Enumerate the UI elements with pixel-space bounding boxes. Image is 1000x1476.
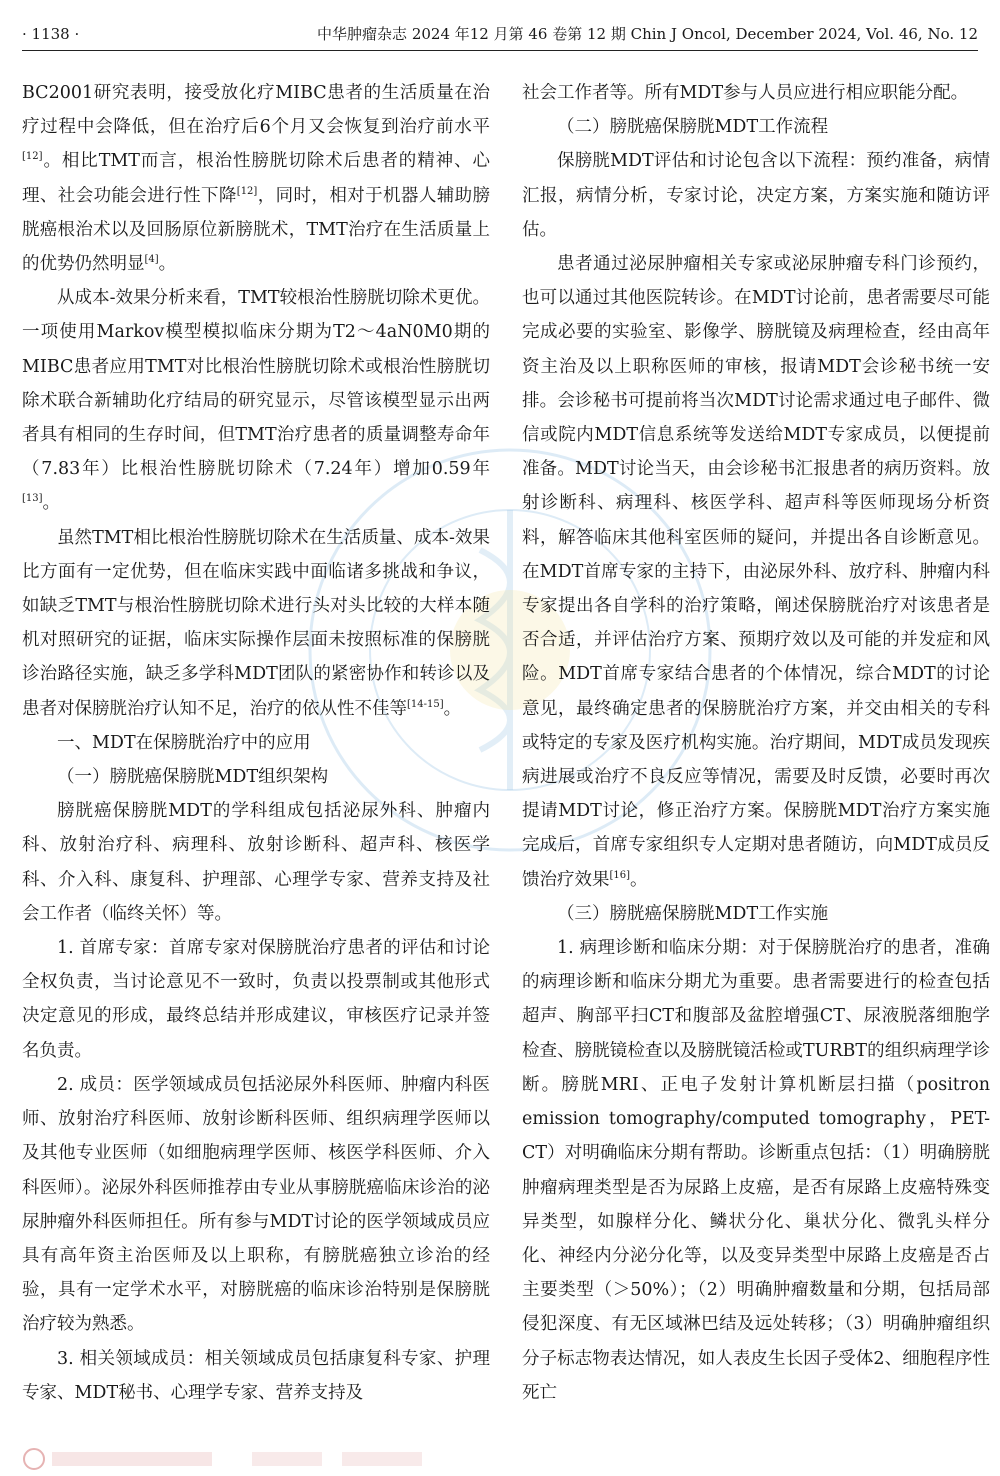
left-column [22, 76, 490, 1410]
journal-citation: 中华肿瘤杂志 2024 年12 月第 46 卷第 12 期 Chin J Oncol, December 2024, Vol. 46, No. 12 [317, 25, 978, 43]
paragraph: 患者通过泌尿肿瘤相关专家或泌尿肿瘤专科门诊预约，也可以通过其他医院转诊。在MDT讨论前，患者需要尽可能完成必要的实验室、影像学、膀胱镜及病理检查，经由高年资主治及以上职称医师的审核，报请MDT会诊秘书统一安排。会诊秘书可提前将当次MDT讨论需求通过电子邮件、微信或院内MDT信息系统等发送给MDT专家成员，以便提前准备。MDT讨论当天，由会诊秘书汇报患者的病历资料。放射诊断科、病理科、核医学科、超声科等医师现场分析资料，解答临床其他科室医师的疑问，并提出各自诊断意见。在MDT首席专家的主持下，由泌尿外科、放疗科、肿瘤内科专家提出各自学科的治疗策略，阐述保膀胱治疗对该患者是否合适，并评估治疗方案、预期疗效以及可能的并发症和风险。MDT首席专家结合患者的个体情况，综合MDT的讨论意见，最终确定患者的保膀胱治疗方案，并交由相关的专科或特定的专家及医疗机构实施。治疗期间，MDT成员发现疾病进展或治疗不良反应等情况，需要及时反馈，必要时再次提请MDT讨论，修正治疗方案。保膀胱MDT治疗方案实施完成后，首席专家组织专人定期对患者随访，向MDT成员反馈治疗效果[16]。 [522, 254, 990, 890]
page-number: · 1138 · [22, 25, 80, 43]
paragraph: 膀胱癌保膀胱MDT的学科组成包括泌尿外科、肿瘤内科、放射治疗科、病理科、放射诊断科、超声科、核医学科、介入科、康复科、护理部、心理学专家、营养支持及社会工作者（临终关怀）等。 [22, 801, 490, 924]
running-header [22, 22, 978, 46]
paragraph: 1. 首席专家：首席专家对保膀胱治疗患者的评估和讨论全权负责，当讨论意见不一致时，负责以投票制或其他形式决定意见的形成，最终总结并形成建议，审核医疗记录并签名负责。 [22, 938, 490, 1061]
section-heading: 一、MDT在保膀胱治疗中的应用 [57, 732, 311, 753]
paragraph: BC2001研究表明，接受放化疗MIBC患者的生活质量在治疗过程中会降低，但在治疗后6个月又会恢复到治疗前水平[12]。相比TMT而言，根治性膀胱切除术后患者的精神、心理、社会功能会进行性下降[12]，同时，相对于机器人辅助膀胱癌根治术以及回肠原位新膀胱术，TMT治疗在生活质量上的优势仍然明显[4]。 [22, 83, 491, 275]
paragraph: 2. 成员：医学领域成员包括泌尿外科医师、肿瘤内科医师、放射治疗科医师、放射诊断科医师、组织病理学医师以及其他专业医师（如细胞病理学医师、核医学科医师、介入科医师）。泌尿外科医师推荐由专业从事膀胱癌临床诊治的泌尿肿瘤外科医师担任。所有参与MDT讨论的医学领域成员应具有高年资主治医师及以上职称，有膀胱癌独立诊治的经验，具有一定学术水平，对膀胱癌的临床诊治特别是保膀胱治疗较为熟悉。 [22, 1074, 490, 1335]
paragraph: 社会工作者等。所有MDT参与人员应进行相应职能分配。 [522, 83, 969, 103]
paragraph: 从成本-效果分析来看，TMT较根治性膀胱切除术更优。一项使用Markov模型模拟临床分期为T2～4aN0M0期的MIBC患者应用TMT对比根治性膀胱切除术或根治性膀胱切除术联合新辅助化疗结局的研究显示，尽管该模型显示出两者具有相同的生存时间，但TMT治疗患者的质量调整寿命年（7.83年）比根治性膀胱切除术（7.24年）增加0.59年[13]。 [22, 288, 490, 514]
paragraph: 保膀胱MDT评估和讨论包含以下流程：预约准备，病情汇报，病情分析，专家讨论，决定方案，方案实施和随访评估。 [522, 151, 990, 240]
right-column [522, 76, 990, 1410]
paragraph: 3. 相关领域成员：相关领域成员包括康复科专家、护理专家、MDT秘书、心理学专家、营养支持及 [22, 1348, 490, 1403]
subsection-heading: （二）膀胱癌保膀胱MDT工作流程 [557, 117, 829, 138]
paragraph: 1. 病理诊断和临床分期：对于保膀胱治疗的患者，准确的病理诊断和临床分期尤为重要。患者需要进行的检查包括超声、胸部平扫CT和腹部及盆腔增强CT、尿液脱落细胞学检查、膀胱镜检查以及膀胱镜活检或TURBT的组织病理学诊断。膀胱MRI、正电子发射计算机断层扫描（positron emission tomography/computed tomography，PET-CT）对明确临床分期有帮助。诊断重点包括：（1）明确膀胱肿瘤病理类型是否为尿路上皮癌，是否有尿路上皮癌特殊变异类型，如腺样分化、鳞状分化、巢状分化、微乳头样分化、神经内分泌分化等，以及变异类型中尿路上皮癌是否占主要类型（＞50%）；（2）明确肿瘤数量和分期，包括局部侵犯深度、有无区域淋巴结及远处转移；（3）明确肿瘤组织分子标志物表达情况，如人表皮生长因子受体2、细胞程序性死亡 [522, 938, 990, 1403]
publisher-logo-watermark [22, 1446, 462, 1472]
header-rule [22, 50, 978, 51]
subsection-heading: （一）膀胱癌保膀胱MDT组织架构 [57, 767, 329, 788]
subsection-heading: （三）膀胱癌保膀胱MDT工作实施 [557, 903, 829, 924]
paragraph: 虽然TMT相比根治性膀胱切除术在生活质量、成本-效果比方面有一定优势，但在临床实践中面临诸多挑战和争议，如缺乏TMT与根治性膀胱切除术进行头对头比较的大样本随机对照研究的证据，临床实际操作层面未按照标准的保膀胱诊治路径实施，缺乏多学科MDT团队的紧密协作和转诊以及患者对保膀胱治疗认知不足，治疗的依从性不佳等[14-15]。 [22, 527, 490, 719]
